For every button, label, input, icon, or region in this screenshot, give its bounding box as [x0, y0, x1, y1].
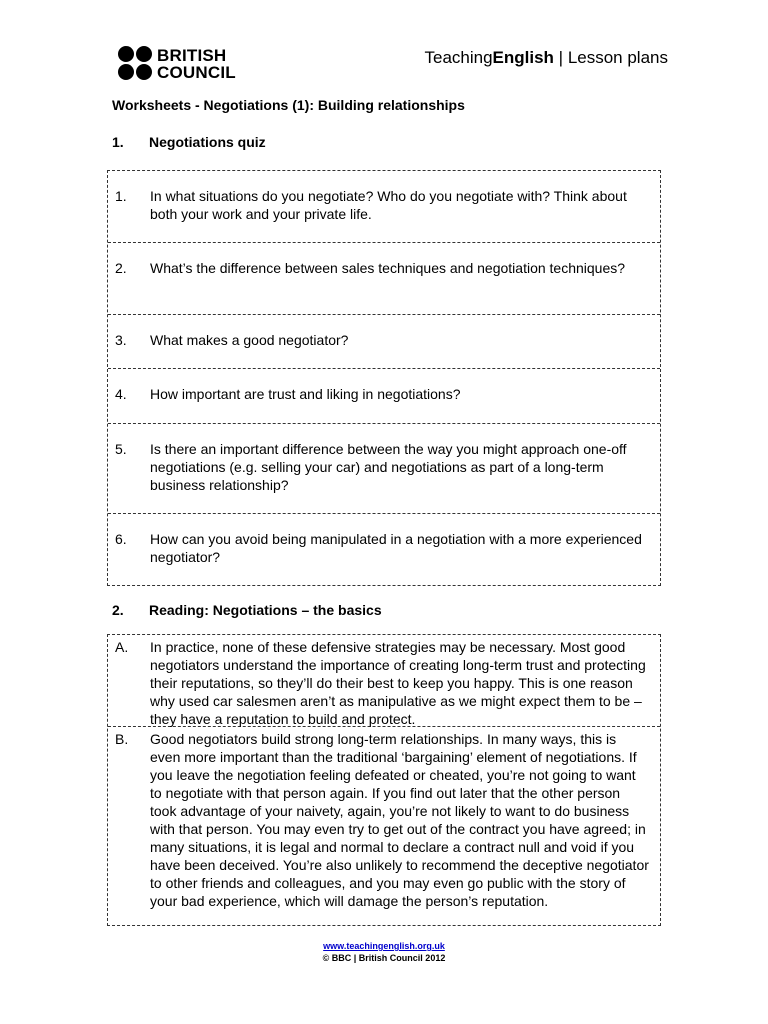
british-council-logo — [118, 46, 236, 81]
header-teaching-english: TeachingEnglish | Lesson plans — [424, 48, 668, 67]
logo-text: BRITISH COUNCIL — [157, 45, 236, 82]
logo-dots-icon — [118, 46, 153, 81]
reading-table — [107, 634, 661, 926]
quiz-row: 3. What makes a good negotiator? — [108, 315, 660, 369]
quiz-row: 1. In what situations do you negotiate? Who do you negotiate with? Think about both your work and your private life. — [108, 171, 660, 243]
footer — [0, 940, 768, 964]
quiz-row: 4. How important are trust and liking in negotiations? — [108, 369, 660, 424]
page-title: Worksheets - Negotiations (1): Building relationships — [112, 97, 465, 113]
copyright: © BBC | British Council 2012 — [322, 953, 446, 963]
quiz-row: 2. What’s the difference between sales techniques and negotiation techniques? — [108, 243, 660, 315]
reading-paragraph-b: B. Good negotiators build strong long-term relationships. In many ways, this is even more important than the traditional ‘bargaining’ element of negotiations. If you leave the negotiation feeling defeated or cheated, you’re not going to want to negotiate with that person again. If you find out later that the other person took advantage of your naivety, again, you’re not likely to want to do business with that person. You may even try to get out of the contract you have agreed; in many situations, it is legal and normal to declare a contract null and void if you have been deceived. You’re also unlikely to recommend the deceptive negotiator to other friends and colleagues, and you may even go public with the story of your bad experience, which will damage the person’s reputation. — [115, 731, 649, 909]
section-heading-quiz: 1. Negotiations quiz — [112, 134, 266, 150]
quiz-row: 5. Is there an important difference between the way you might approach one-off negotiations (e.g. selling your car) and negotiations as part of a long-term business relationship? — [108, 424, 660, 514]
section-heading-reading: 2. Reading: Negotiations – the basics — [112, 602, 382, 618]
website-link[interactable]: www.teachingenglish.org.uk — [323, 941, 445, 951]
quiz-row: 6. How can you avoid being manipulated in a negotiation with a more experienced negotiator? — [115, 531, 642, 565]
reading-paragraph-a: A. In practice, none of these defensive strategies may be necessary. Most good negotiators understand the importance of creating long-term trust and protecting their reputations, so they’ll do their best to keep you happy. This is one reason why used car salesmen aren’t as manipulative as we might expect them to be – they have a reputation to build and protect. — [108, 635, 660, 727]
quiz-table — [107, 170, 661, 586]
